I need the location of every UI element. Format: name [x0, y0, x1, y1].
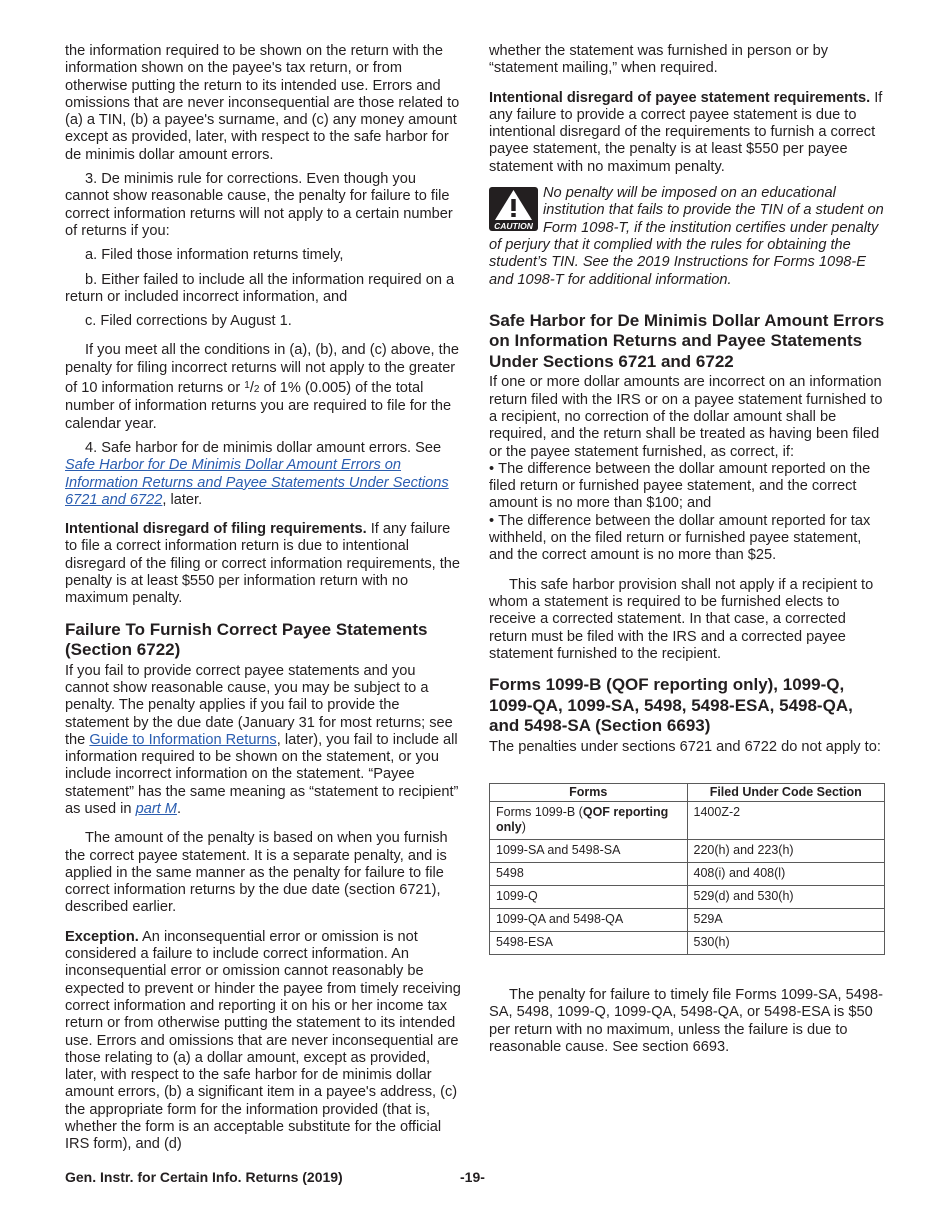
forms-section-heading: Forms 1099-B (QOF reporting only), 1099-Q, 1099-QA, 1099-SA, 5498, 5498-ESA, 5498-QA, and 5498-SA (Section 6693)	[489, 675, 853, 736]
safe-harbor-link[interactable]: Safe Harbor for De Minimis Dollar Amount Errors on Information Returns and Payee Statements Under Sections 6721 and 6722	[65, 457, 449, 508]
warning-triangle-icon	[489, 187, 538, 231]
penalty-amount-paragraph: The amount of the penalty is based on when you furnish the correct payee statement. It is a separate penalty, and is applied in the same manner as the penalty for failure to file correct information returns by the due date (section 6721), described earlier.	[65, 830, 448, 916]
safe-harbor-paragraph: If one or more dollar amounts are incorrect on an information return filed with the IRS or on a payee statement furnished to a recipient, no correction of the dollar amount shall be required, and the return shall be treated as having been filed or the payee statement furnished, as correct, if:	[489, 374, 883, 460]
table-cell-form: Forms 1099-B (QOF reporting only)	[490, 801, 688, 839]
safe-harbor-heading: Safe Harbor for De Minimis Dollar Amount Errors on Information Returns and Payee Statements Under Sections 6721 and 6722	[489, 310, 885, 371]
intentional-disregard-heading: Intentional disregard of filing requirements.	[65, 521, 367, 538]
list-item-b: b. Either failed to include all the information required on a return or included incorrect information, and	[65, 271, 455, 305]
continuation-paragraph-right: whether the statement was furnished in person or by “statement mailing,” when required.	[489, 43, 829, 77]
caution-text: No penalty will be imposed on an educational institution that fails to provide the TIN of a student on Form 1098-T, if the institution certifies under penalty of perjury that it complied with the rules for obtaining the student’s TIN. See the 2019 Instructions for Forms 1098-E and 1098-T for additional information.	[489, 185, 884, 288]
safe-harbor-exception-paragraph: This safe harbor provision shall not apply if a recipient to whom a statement is required to be furnished elects to receive a corrected statement. In that case, a corrected return must be filed with the IRS and a corrected payee statement furnished to the recipient.	[489, 576, 874, 662]
section-heading-6722: Failure To Furnish Correct Payee Statements (Section 6722)	[65, 619, 428, 660]
exception-heading: Exception.	[65, 928, 139, 945]
forms-intro: The penalties under sections 6721 and 6722 do not apply to:	[489, 738, 881, 755]
fraction-denominator: 2	[253, 384, 260, 396]
table-row	[490, 885, 885, 908]
fraction-numerator: 1	[244, 380, 250, 392]
table-cell-code: 529A	[687, 908, 884, 931]
table-cell-code: 530(h)	[687, 931, 884, 954]
furnish-paragraph: If you fail to provide correct payee statements and you cannot show reasonable cause, you may be subject to a penalty. The penalty applies if you fail to provide the statement by the due date (January 31 for most returns; see the Guide to Information Returns, later), you fail to include all information required to be shown on the statement, or you include incorrect information on the statement. “Payee statement” has the same meaning as “statement to recipient” as used in part M.	[65, 662, 459, 817]
payee-disregard-paragraph: Intentional disregard of payee statement requirements. If any failure to provide a correct payee statement is due to intentional disregard of the requirements to furnish a correct payee statement, the penalty is at least $550 per payee statement with no maximum penalty.	[489, 89, 883, 175]
item-3-paragraph: 3. De minimis rule for corrections. Even though you cannot show reasonable cause, the penalty for failure to file correct information returns will not apply to a certain number of returns if you:	[65, 171, 453, 239]
left-column	[65, 43, 463, 1154]
page-number: -19-	[460, 1169, 485, 1185]
table-cell-form: 5498	[490, 862, 688, 885]
item-4-paragraph: 4. Safe harbor for de minimis dollar amount errors. See Safe Harbor for De Minimis Dollar Amount Errors on Information Returns and Payee Statements Under Sections 6721 and 6722, later.	[65, 439, 449, 508]
table-row	[490, 801, 885, 839]
list-item-c: c. Filed corrections by August 1.	[85, 313, 292, 330]
exception-paragraph: Exception. An inconsequential error or omission is not considered a failure to include correct information. An inconsequential error or omission cannot reasonably be expected to prevent or hinder the payee from timely receiving correct information and reporting it on his or her income tax return or from otherwise putting the statement to its intended use. Errors and omissions that are never inconsequential are those relating to (a) a dollar amount, except as provided, later, with respect to the safe harbor for de minimis dollar amount errors, (b) a significant item in a payee's address, (c) the appropriate form for the information provided (that is, whether the form is an acceptable substitute for the official IRS form), and (d)	[65, 928, 461, 1153]
intentional-disregard-paragraph: Intentional disregard of filing requirements. If any failure to file a correct information return is due to intentional disregard of the filing or correct information requirements, the penalty is at least $550 per information return with no maximum penalty.	[65, 521, 461, 607]
bullet-item: • The difference between the dollar amount reported on the filed return or furnished payee statement, and the correct amount is no more than $100; and	[489, 460, 871, 512]
table-row	[490, 862, 885, 885]
conditions-paragraph: If you meet all the conditions in (a), (b), and (c) above, the penalty for filing incorrect returns will not apply to the greater of 10 information returns or $^1$/2 of 1% (0.005) of the total number of information returns you are required to file for the calendar year.	[65, 342, 459, 432]
penalty-6693-paragraph: The penalty for failure to timely file Forms 1099-SA, 5498-SA, 5498, 1099-Q, 1099-QA, 5498-QA, or 5498-ESA is $50 per return with no maximum, unless the failure is due to reasonable cause. See section 6693.	[489, 986, 883, 1055]
caution-label: CAUTION	[494, 221, 533, 232]
table-header-row	[490, 783, 885, 801]
right-column	[489, 43, 886, 1056]
table-cell-code: 1400Z-2	[687, 801, 884, 839]
table-cell-code: 408(i) and 408(l)	[687, 862, 884, 885]
list-item-a: a. Filed those information returns timely,	[85, 247, 344, 264]
caution-note	[489, 185, 886, 289]
forms-code-section-table	[489, 783, 885, 955]
table-cell-form: 5498-ESA	[490, 931, 688, 954]
table-row	[490, 931, 885, 954]
table-row	[490, 908, 885, 931]
continuation-paragraph: the information required to be shown on the return with the information shown on the payee's tax return, or from otherwise putting the return to its intended use. Errors and omissions that are never inconsequential are those related to (a) a TIN, (b) a payee's surname, and (c) any money amount except as provided, later, with respect to the safe harbor for de minimis dollar amount errors.	[65, 43, 460, 163]
table-row	[490, 839, 885, 862]
table-cell-form: 1099-Q	[490, 885, 688, 908]
table-cell-code: 529(d) and 530(h)	[687, 885, 884, 908]
bullet-item: • The difference between the dollar amount reported for tax withheld, on the filed return or furnished payee statement, and the correct amount is no more than $25.	[489, 512, 871, 564]
guide-to-information-returns-link[interactable]: Guide to Information Returns	[89, 731, 277, 748]
payee-disregard-heading: Intentional disregard of payee statement requirements.	[489, 89, 871, 106]
part-m-link[interactable]: part M	[135, 800, 177, 817]
table-cell-form: 1099-SA and 5498-SA	[490, 839, 688, 862]
footer-title: Gen. Instr. for Certain Info. Returns (2019)	[65, 1169, 343, 1185]
table-cell-code: 220(h) and 223(h)	[687, 839, 884, 862]
column-header-code-section: Filed Under Code Section	[687, 783, 884, 801]
column-header-forms: Forms	[490, 783, 688, 801]
table-cell-form: 1099-QA and 5498-QA	[490, 908, 688, 931]
